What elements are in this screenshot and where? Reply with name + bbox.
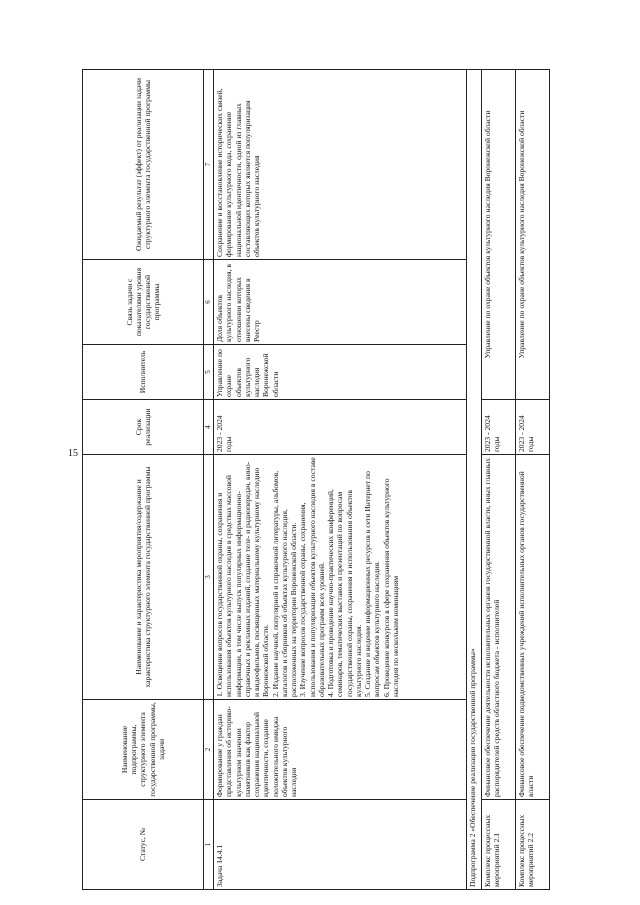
table-row bbox=[482, 70, 516, 890]
task-expected-result: Сохранение и восстановление исторических связей, формирование культурного кода, сохранение национальной идентичности, одной из главных составляющих которых является популяризация объектов культурного наследия bbox=[214, 70, 467, 260]
table-row bbox=[214, 70, 467, 890]
header-executor: Исполнитель bbox=[83, 345, 204, 400]
complex-status: Комплекс процессных мероприятий 2.2 bbox=[516, 800, 550, 890]
complex-name: Финансовое обеспечение подведомственных учреждений исполнительных органов государственной власти bbox=[516, 455, 550, 800]
complex-period: 2023 - 2024 годы bbox=[516, 400, 550, 455]
complex-period: 2023 - 2024 годы bbox=[482, 400, 516, 455]
table-row bbox=[516, 70, 550, 890]
task-period: 2023 - 2024 годы bbox=[214, 400, 467, 455]
task-executor: Управление по охране объектов культурного наследия Воронежской области bbox=[214, 345, 467, 400]
header-name: Наименование подпрограммы, структурного элемента государственной программы, задачи bbox=[83, 700, 204, 800]
task-name: Формирование у граждан представления об историко-культурном значении памятников как фактор сохранения национальной идентичности, создание положительного имиджа объектов культурного наследия bbox=[214, 700, 467, 800]
page-number: 15 bbox=[68, 448, 78, 459]
task-indicator-link: Доля объектов культурного наследия, в отношении которых внесены сведения в Реестр bbox=[214, 260, 467, 345]
subprogram-title: Подпрограмма 2 «Обеспечение реализации государственной программы» bbox=[467, 70, 482, 890]
column-number: 6 bbox=[204, 260, 214, 345]
rotated-table-container bbox=[82, 70, 640, 890]
header-status: Статус, № bbox=[83, 800, 204, 890]
header-link: Связь задачи с показателями уровня государственной программы bbox=[83, 260, 204, 345]
column-number: 4 bbox=[204, 400, 214, 455]
complex-executor: Управление по охране объектов культурного наследия Воронежской области bbox=[516, 70, 550, 400]
column-number: 3 bbox=[204, 455, 214, 700]
task-status: Задача 14.4.1 bbox=[214, 800, 467, 890]
header-result: Ожидаемый результат (эффект) от реализации задачи структурного элемента государственной программы bbox=[83, 70, 204, 260]
header-period: Срок реализации bbox=[83, 400, 204, 455]
complex-status: Комплекс процессных мероприятий 2.1 bbox=[482, 800, 516, 890]
program-table bbox=[82, 69, 550, 890]
column-number: 5 bbox=[204, 345, 214, 400]
subprogram-row bbox=[467, 70, 482, 890]
task-measures: 1. Освещение вопросов государственной охраны, сохранения и использования объектов культурного наследия в средствах массовой информации, в том числе выпуск популярных информационно-справочных и рекламных изданий, создание теле- и радиопередач, кино- и видеофильмов, посвященных материальному культурному наследию Воронежской области. 2. Издание научной, популярной и справочной литературы, альбомов, каталогов и сборников об объектах культурного наследия, расположенных на территории Воронежской области. 3. Изучение вопросов государственной охраны, сохранения, использования и популяризации объектов культурного наследия в составе образовательных программ всех уровней. 4. Подготовка и проведение научно-практических конференций, семинаров, тематических выставок и презентаций по вопросам государственной охраны, сохранения и использования объектов культурного наследия. 5. Создание и ведение информационных ресурсов в сети Интернет по вопросам объектов культурного наследия. 6. Проведение конкурсов в сфере сохранения объектов культурного наследия по нескольким номинациям bbox=[214, 455, 467, 700]
complex-name: Финансовое обеспечение деятельности исполнительных органов государственной власти, иных главных распорядителей средств областного бюджета - исполнителей bbox=[482, 455, 516, 800]
column-number: 7 bbox=[204, 70, 214, 260]
header-measures: Наименование и характеристика мероприятия/содержание и характеристика структурного элемента государственной программы bbox=[83, 455, 204, 700]
header-row bbox=[83, 70, 204, 890]
column-number-row bbox=[204, 70, 214, 890]
complex-executor: Управление по охране объектов культурного наследия Воронежской области bbox=[482, 70, 516, 400]
column-number: 1 bbox=[204, 800, 214, 890]
column-number: 2 bbox=[204, 700, 214, 800]
